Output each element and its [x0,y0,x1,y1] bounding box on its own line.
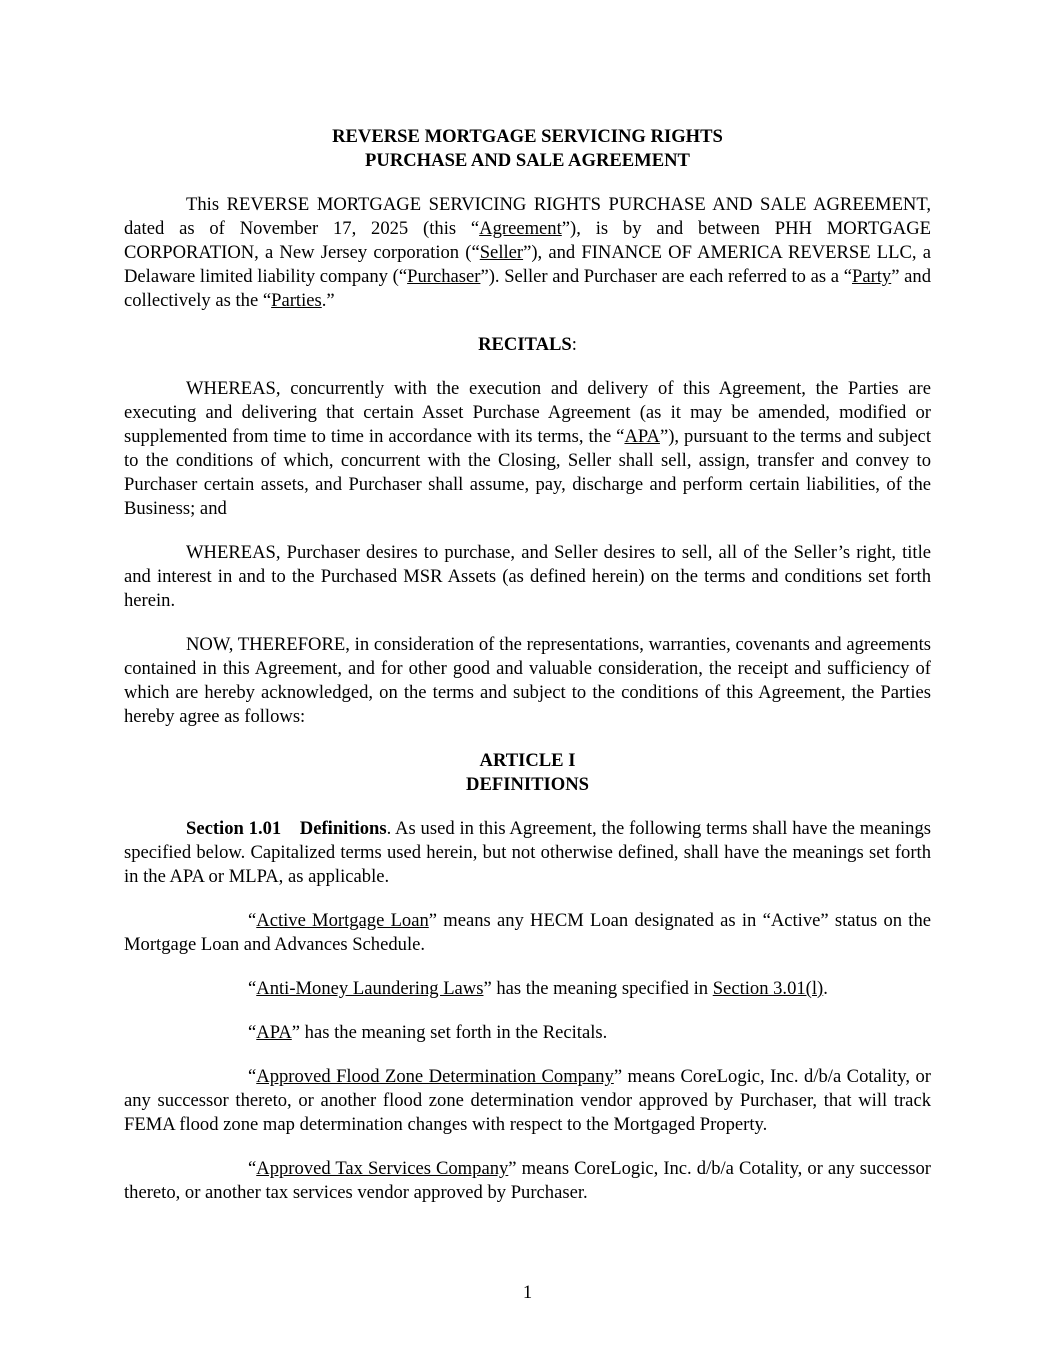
definitions-section [124,817,931,1205]
text-run: ”), pursuant to the terms and subject to the conditions of which, concurrent with the Closing, Seller shall sell, assign, transfer and convey to Purchaser certain assets, and Purchaser shall assume, pay, discharge and perform certain liabilities, of the Business; and [124,426,931,519]
text-run: ” means any HECM Loan designated as in “Active” status on the Mortgage Loan and Advances Schedule. [124,910,931,955]
defined-term: Agreement [479,218,562,239]
recital-paragraph [124,377,931,521]
text-run: ”), is by and between PHH MORTGAGE CORPORATION, a New Jersey corporation (“ [124,218,931,263]
title-line-2: PURCHASE AND SALE AGREEMENT [365,150,690,171]
text-run: ” means CoreLogic, Inc. d/b/a Cotality, or any successor thereto, or another tax services vendor approved by Purchaser. [124,1158,931,1203]
intro-section [124,193,931,313]
text-run: “ [248,1022,257,1043]
definition-entry [124,909,931,957]
text-run: NOW, THEREFORE, in consideration of the representations, warranties, covenants and agreements contained in this Agreement, and for other good and valuable consideration, the receipt and sufficiency of which are hereby acknowledged, on the terms and subject to the conditions of this Agreement, the Parties hereby agree as follows: [124,634,931,727]
text-run: . [823,978,828,999]
definition-entry [124,1021,931,1045]
document-title [124,125,931,173]
page-number: 1 [522,1282,533,1303]
text-run: “ [248,910,257,931]
recitals-heading-text: RECITALS [478,334,572,355]
section-heading: Section 1.01 Definitions [186,818,387,839]
text-run: ” has the meaning set forth in the Recitals. [291,1022,608,1043]
defined-term: Active Mortgage Loan [256,910,429,931]
text-run: .” [321,290,335,311]
defined-term: Section 3.01(l) [712,978,824,999]
article-number: ARTICLE I [479,750,576,771]
text-run: This REVERSE MORTGAGE SERVICING RIGHTS PURCHASE AND SALE AGREEMENT, dated as of November 17, 2025 (this “ [124,194,931,239]
text-run: . As used in this Agreement, the following terms shall have the meanings specified below. Capitalized terms used herein, but not otherwise defined, shall have the meanings set forth in the APA or MLPA, as applicable. [124,818,931,887]
definition-entry [124,977,931,1001]
article-title: DEFINITIONS [466,774,589,795]
recitals-colon: : [571,334,577,355]
definition-entry [124,1157,931,1205]
defined-term: Purchaser [407,266,481,287]
defined-term: APA [624,426,660,447]
defined-term: Party [851,266,892,287]
text-run: “ [248,978,257,999]
text-run: WHEREAS, concurrently with the execution and delivery of this Agreement, the Parties are executing and delivering that certain Asset Purchase Agreement (as it may be amended, modified or supplemented from time to time in accordance with its terms, the “ [124,378,931,447]
intro-paragraph [124,193,931,313]
section-1-01-paragraph [124,817,931,889]
text-run: “ [248,1158,257,1179]
document-page [124,125,931,1225]
definition-entry [124,1065,931,1137]
defined-term: Approved Flood Zone Determination Company [256,1066,614,1087]
text-run: “ [248,1066,257,1087]
recital-paragraph [124,633,931,729]
defined-term: Anti-Money Laundering Laws [256,978,484,999]
text-run: WHEREAS, Purchaser desires to purchase, and Seller desires to sell, all of the Seller’s right, title and interest in and to the Purchased MSR Assets (as defined herein) on the terms and conditions set forth herein. [124,542,931,611]
text-run: ”). Seller and Purchaser are each referred to as a “ [480,266,852,287]
title-line-1: REVERSE MORTGAGE SERVICING RIGHTS [332,126,723,147]
defined-term: APA [256,1022,292,1043]
defined-term: Parties [271,290,322,311]
recitals-heading [124,333,931,357]
defined-term: Seller [479,242,524,263]
defined-term: Approved Tax Services Company [256,1158,509,1179]
text-run: ”), and FINANCE OF AMERICA REVERSE LLC, a Delaware limited liability company (“ [124,242,931,287]
recitals-section [124,377,931,729]
article-heading [124,749,931,797]
text-run: ” has the meaning specified in [483,978,713,999]
text-run: ” means CoreLogic, Inc. d/b/a Cotality, or any successor thereto, or another flood zone determination vendor approved by Purchaser, that will track FEMA flood zone map determination changes with respect to the Mortgaged Property. [124,1066,931,1135]
text-run: ” and collectively as the “ [124,266,932,311]
recital-paragraph [124,541,931,613]
